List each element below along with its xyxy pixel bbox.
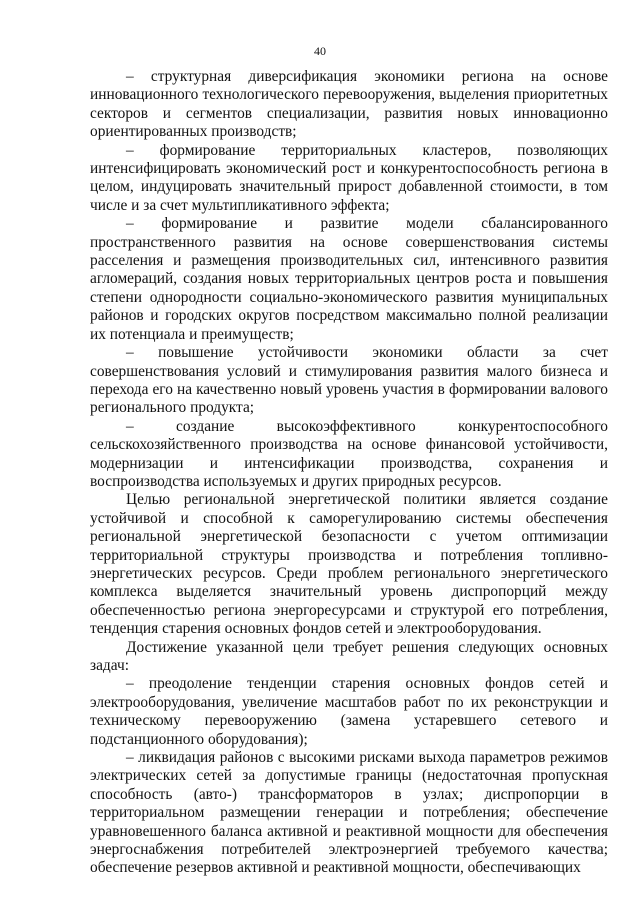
paragraph-overcoming-aging: – преодоление тенденции старения основных фондов сетей и электрооборудования, увеличение масштабов работ по их реконструкции и техническому перевооружению (замена устаревшего сетевого и подстанционного оборудования); [90,675,608,748]
paragraph-agricultural-production: – создание высокоэффективного конкурентоспособного сельскохозяйственного производства на основе финансовой устойчивости, модернизации и интенсификации производства, сохранения и воспроизводства используемых и других природных ресурсов. [90,417,608,490]
paragraph-territorial-clusters: – формирование территориальных кластеров, позволяющих интенсифицировать экономический рост и конкурентоспособность региона в целом, индуцировать значительный прирост добавленной стоимости, в том числе и за счет мультипликативного эффекта; [90,141,608,214]
paragraph-structural-diversification: – структурная диверсификация экономики региона на основе инновационного технологического перевооружения, выделения приоритетных секторов и сегментов специализации, развития новых инновационно ориентированных производств; [90,68,608,141]
paragraph-main-tasks-intro: Достижение указанной цели требует решения следующих основных задач: [90,638,608,674]
paragraph-risk-elimination: – ликвидация районов с высокими рисками выхода параметров режимов электрических сетей за допустимые границы (недостаточная пропускная способность (авто-) трансформаторов в узлах; диспропорции в территориальном размещении генерации и потребления; обеспечение уравновешенного баланса активной и реактивной мощности для обеспечения энергоснабжения потребителей электроэнергией требуемого качества; обеспечение резервов активной и реактивной мощности, обеспечивающих [90,749,608,877]
paragraph-spatial-development: – формирование и развитие модели сбалансированного пространственного развития на основе совершенствования системы расселения и размещения производительных сил, интенсивного развития агломераций, создания новых территориальных центров роста и повышения степени однородности социально-экономического развития муниципальных районов и городских округов посредством максимально полной реализации их потенциала и преимуществ; [90,215,608,343]
page-number: 40 [314,44,326,58]
paragraph-economic-stability: – повышение устойчивости экономики области за счет совершенствования условий и стимулирования развития малого бизнеса и перехода его на качественно новый уровень участия в формировании валового регионального продукта; [90,344,608,417]
paragraph-energy-policy-goal: Целью региональной энергетической политики является создание устойчивой и способной к саморегулированию системы обеспечения региональной энергетической безопасности с учетом оптимизации территориальной структуры производства и потребления топливно-энергетических ресурсов. Среди проблем регионального энергетического комплекса выделяется значительный уровень диспропорций между обеспеченностью региона энергоресурсами и структурой его потребления, тенденция старения основных фондов сетей и электрооборудования. [90,491,608,638]
document-body [90,68,608,878]
